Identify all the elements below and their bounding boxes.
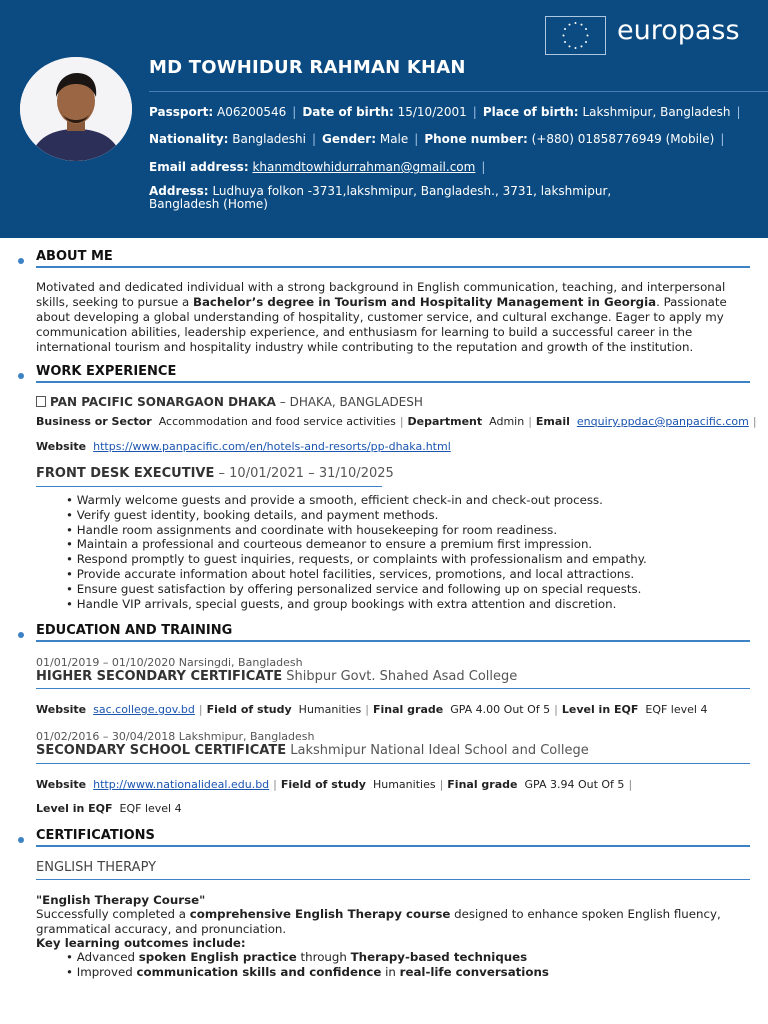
address-value: Ludhuya folkon -3731,lakshmipur, Bangladesh., 3731, lakshmipur, Bangladesh (Home) [149,184,612,211]
info-line-1: Passport: A06200546 | Date of birth: 15/10/2001 | Place of birth: Lakshmipur, Bangladesh | [149,105,741,119]
section-title-about: ABOUT ME [36,249,113,264]
list-item: • Handle VIP arrivals, special guests, and group bookings with extra attention and discretion. [66,597,647,612]
edu-eqf: Level in EQF EQF level 4 [36,802,182,815]
europass-logo: europass [617,15,740,46]
phone-label: Phone number: [424,132,528,146]
section-rule [36,381,750,383]
info-line-3: Email address: khanmdtowhidurrahman@gmail.com | [149,160,486,174]
email-link[interactable]: khanmdtowhidurrahman@gmail.com [252,160,476,174]
info-line-2: Nationality: Bangladeshi | Gender: Male | Phone number: (+880) 01858776949 (Mobile) | [149,132,725,146]
list-item: • Maintain a professional and courteous demeanor to ensure a premium first impression. [66,537,647,552]
pob-value: Lakshmipur, Bangladesh [582,105,731,119]
section-title-education: EDUCATION AND TRAINING [36,623,233,638]
cert-outcomes-list [66,950,549,980]
gender-label: Gender: [322,132,377,146]
section-bullet [18,632,24,638]
duties-list [66,493,647,611]
section-bullet [18,837,24,843]
cert-rule [36,879,750,880]
list-item: • Advanced spoken English practice through Therapy-based techniques [66,950,549,965]
building-icon [36,396,46,407]
nationality-label: Nationality: [149,132,229,146]
section-rule [36,640,750,642]
list-item: • Warmly welcome guests and provide a smooth, efficient check-in and check-out process. [66,493,647,508]
email-label: Email address: [149,160,249,174]
address-block [149,185,629,211]
section-title-certifications: CERTIFICATIONS [36,828,155,843]
person-name: MD TOWHIDUR RAHMAN KHAN [149,57,466,78]
about-paragraph: Motivated and dedicated individual with a strong background in English communication, teaching, and interpersonal skills, seeking to pursue a Bachelor’s degree in Tourism and Hospitality Management in Georgia. Passionate about developing a global understanding of hospitality, customer service, and cultural exchange. Eager to apply my communication abilities, leadership experience, and enthusiasm for learning to build a successful career in the international tourism and hospitality industry while contributing to the reputation and growth of the institution. [36,280,727,354]
profile-photo [20,57,132,161]
edu-details: Website sac.college.gov.bd | Field of study Humanities | Final grade GPA 4.00 Out Of 5 | Level in EQF EQF level 4 [36,703,708,716]
job-title: FRONT DESK EXECUTIVE – 10/01/2021 – 31/10/2025 [36,466,394,481]
section-title-work: WORK EXPERIENCE [36,364,177,379]
employer-website: Website https://www.panpacific.com/en/hotels-and-resorts/pp-dhaka.html [36,440,451,453]
cert-description: Successfully completed a comprehensive English Therapy course designed to enhance spoken English fluency, grammatical accuracy, and pronunciation. [36,907,721,936]
employer-email-link[interactable]: enquiry.ppdac@panpacific.com [576,415,749,428]
cert-outcomes-label: Key learning outcomes include: [36,936,246,950]
edu-rule [36,763,750,764]
section-bullet [18,258,24,264]
edu-dates: 01/01/2019 – 01/10/2020 Narsingdi, Bangladesh [36,656,303,669]
edu-dates: 01/02/2016 – 30/04/2018 Lakshmipur, Bangladesh [36,730,315,743]
header-banner [0,0,768,238]
employer-line [36,396,423,409]
list-item: • Respond promptly to guest inquiries, requests, or complaints with professionalism and empathy. [66,552,647,567]
edu-title: SECONDARY SCHOOL CERTIFICATE Lakshmipur National Ideal School and College [36,743,589,758]
address-label: Address: [149,184,209,198]
cert-course: "English Therapy Course" [36,893,206,907]
employer-location: – DHAKA, BANGLADESH [275,395,423,409]
employer-website-link[interactable]: https://www.panpacific.com/en/hotels-and-resorts/pp-dhaka.html [93,440,451,453]
phone-value: (+880) 01858776949 (Mobile) [531,132,715,146]
header-divider [149,91,768,92]
edu-website-link[interactable]: http://www.nationalideal.edu.bd [93,778,270,791]
edu-website-link[interactable]: sac.college.gov.bd [93,703,195,716]
pob-label: Place of birth: [482,105,579,119]
job-title-rule [36,486,382,487]
gender-value: Male [379,132,409,146]
section-rule [36,266,750,268]
nationality-value: Bangladeshi [232,132,306,146]
passport-value: A06200546 [216,105,287,119]
list-item: • Handle room assignments and coordinate with housekeeping for room readiness. [66,523,647,538]
employer-details: Business or Sector Accommodation and food service activities | Department Admin | Email enquiry.ppdac@panpacific.com | [36,415,757,428]
edu-title: HIGHER SECONDARY CERTIFICATE Shibpur Govt. Shahed Asad College [36,669,518,684]
cert-title: ENGLISH THERAPY [36,860,157,875]
section-bullet [18,373,24,379]
dob-value: 15/10/2001 [397,105,467,119]
dob-label: Date of birth: [302,105,394,119]
edu-details: Website http://www.nationalideal.edu.bd | Field of study Humanities | Final grade GPA 3.94 Out Of 5 | [36,778,633,791]
list-item: • Verify guest identity, booking details, and payment methods. [66,508,647,523]
list-item: • Ensure guest satisfaction by offering personalized service and following up on special requests. [66,582,647,597]
employer-name: PAN PACIFIC SONARGAON DHAKA [50,395,276,409]
passport-label: Passport: [149,105,214,119]
edu-rule [36,688,750,689]
list-item: • Provide accurate information about hotel facilities, services, promotions, and local attractions. [66,567,647,582]
eu-flag-icon [545,16,606,55]
section-rule [36,845,750,847]
list-item: • Improved communication skills and confidence in real-life conversations [66,965,549,980]
